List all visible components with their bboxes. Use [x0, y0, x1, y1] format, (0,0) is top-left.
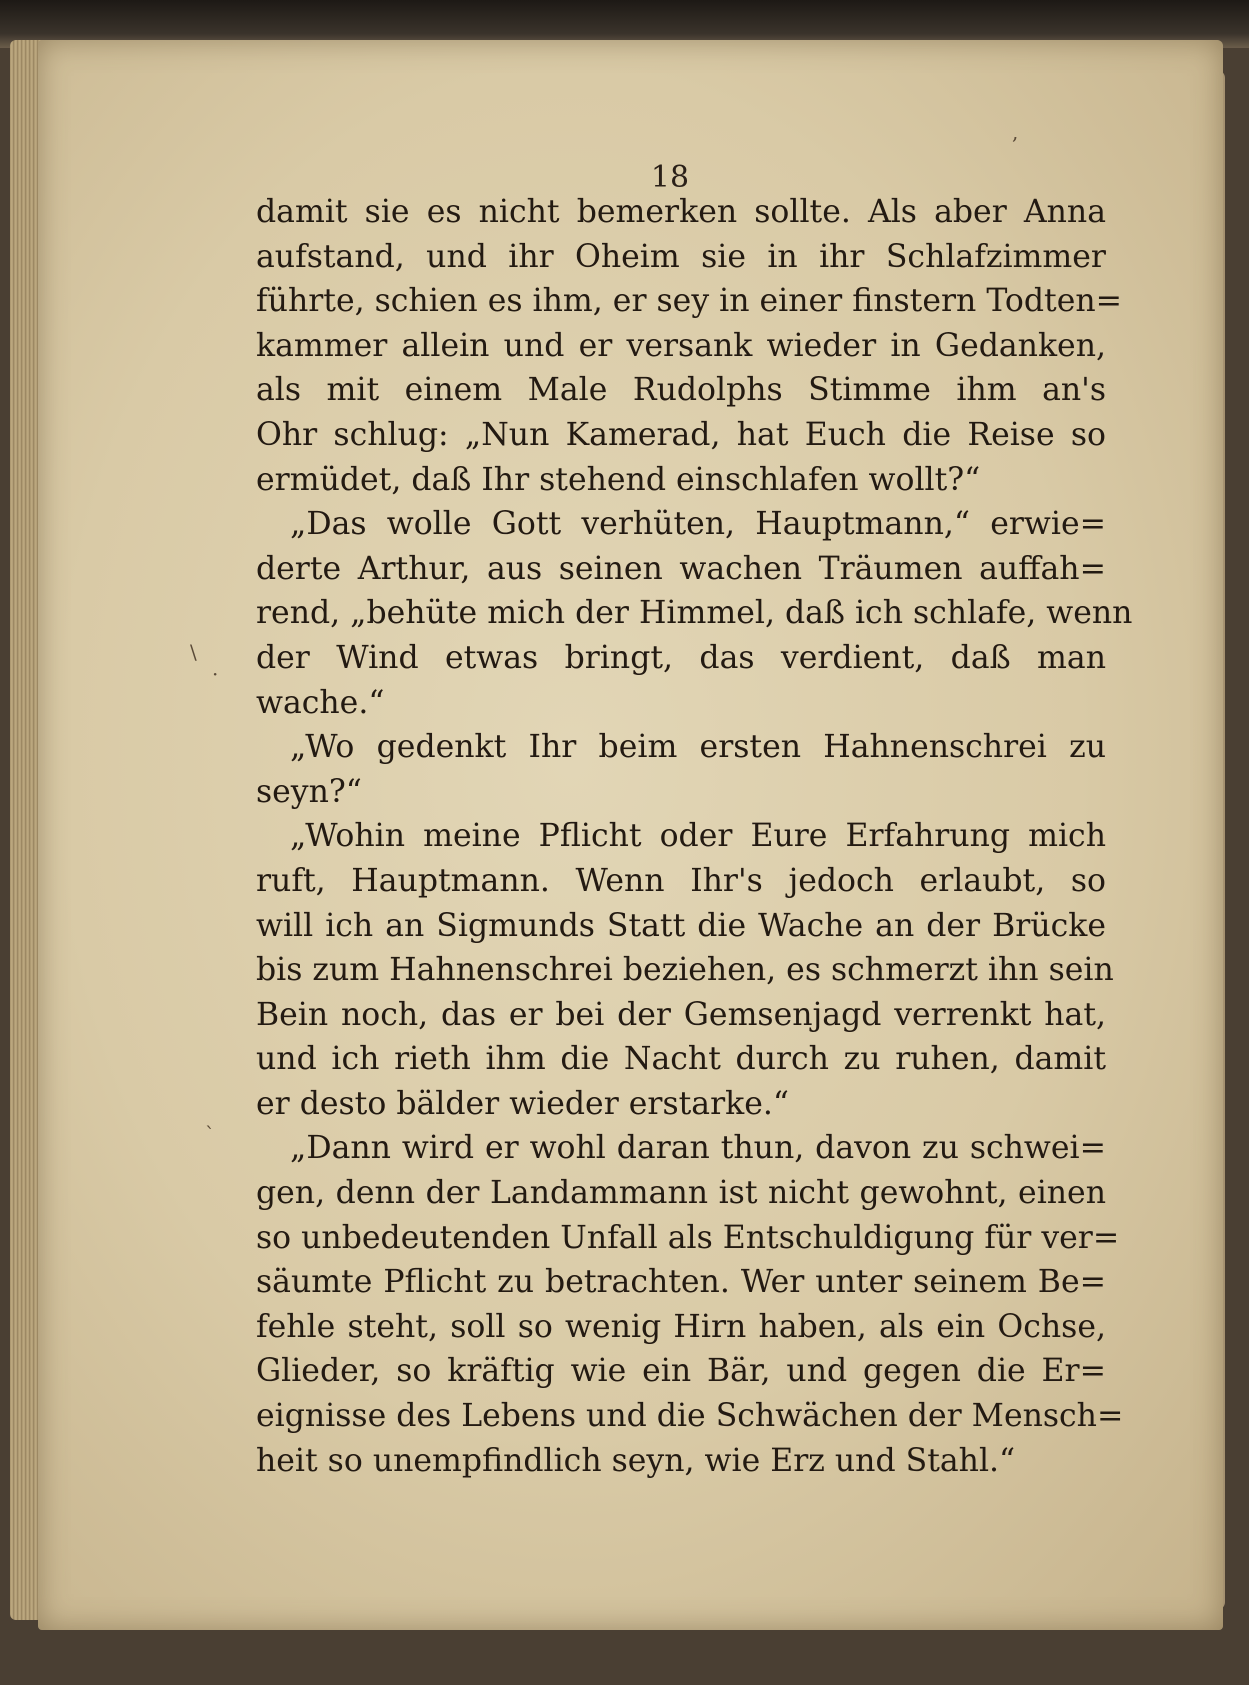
text-line: ermüdet, daß Ihr stehend einschlafen wollt?“ — [256, 461, 981, 498]
margin-mark: \ — [190, 640, 197, 664]
text-line: „Wo gedenkt Ihr beim ersten Hahnenschrei zu — [290, 729, 1106, 766]
text-line: derte Arthur, aus seinen wachen Träumen auffah= — [256, 550, 1106, 587]
text-line: heit so unempfindlich seyn, wie Erz und Stahl.“ — [256, 1442, 1016, 1479]
text-line: führte, schien es ihm, er sey in einer finstern Todten= — [256, 283, 1123, 320]
text-line: der Wind etwas bringt, das verdient, daß man — [256, 639, 1106, 676]
text-line: damit sie es nicht bemerken sollte. Als aber Anna — [256, 194, 1106, 230]
text-line: seyn?“ — [256, 773, 362, 810]
margin-mark: , — [1012, 120, 1019, 144]
text-line: als mit einem Male Rudolphs Stimme ihm an's — [256, 372, 1106, 409]
text-line: gen, denn der Landammann ist nicht gewohnt, einen — [256, 1175, 1106, 1212]
text-line: „Das wolle Gott verhüten, Hauptmann,“ erwie= — [290, 506, 1106, 543]
text-line: kammer allein und er versank wieder in Gedanken, — [256, 327, 1106, 364]
text-line: bis zum Hahnenschrei beziehen, es schmerzt ihn sein — [256, 952, 1114, 989]
margin-mark: ` — [205, 1122, 215, 1146]
text-line: rend, „behüte mich der Himmel, daß ich schlafe, wenn — [256, 595, 1133, 632]
body-text — [256, 190, 1133, 1483]
text-line: und ich rieth ihm die Nacht durch zu ruhen, damit — [256, 1041, 1106, 1078]
text-line: säumte Pflicht zu betrachten. Wer unter seinem Be= — [256, 1264, 1106, 1301]
text-line: will ich an Sigmunds Statt die Wache an der Brücke — [256, 907, 1106, 944]
text-line: fehle steht, soll so wenig Hirn haben, als ein Ochse, — [256, 1308, 1106, 1345]
text-line: wache.“ — [256, 684, 385, 721]
text-line: Ohr schlug: „Nun Kamerad, hat Euch die Reise so — [256, 416, 1106, 453]
text-line: Bein noch, das er bei der Gemsenjagd verrenkt hat, — [256, 996, 1106, 1033]
text-line: er desto bälder wieder erstarke.“ — [256, 1085, 789, 1122]
text-line: „Dann wird er wohl daran thun, davon zu schwei= — [290, 1130, 1106, 1167]
text-line: eignisse des Lebens und die Schwächen der Mensch= — [256, 1398, 1124, 1435]
page-number: 18 — [650, 160, 690, 195]
text-line: Glieder, so kräftig wie ein Bär, und gegen die Er= — [256, 1353, 1106, 1390]
text-line: ruft, Hauptmann. Wenn Ihr's jedoch erlaubt, so — [256, 862, 1106, 899]
text-line: so unbedeutenden Unfall als Entschuldigung für ver= — [256, 1219, 1120, 1256]
margin-mark: · — [212, 662, 219, 686]
text-line: „Wohin meine Pflicht oder Eure Erfahrung mich — [290, 818, 1106, 855]
text-line: aufstand, und ihr Oheim sie in ihr Schlafzimmer — [256, 238, 1106, 275]
